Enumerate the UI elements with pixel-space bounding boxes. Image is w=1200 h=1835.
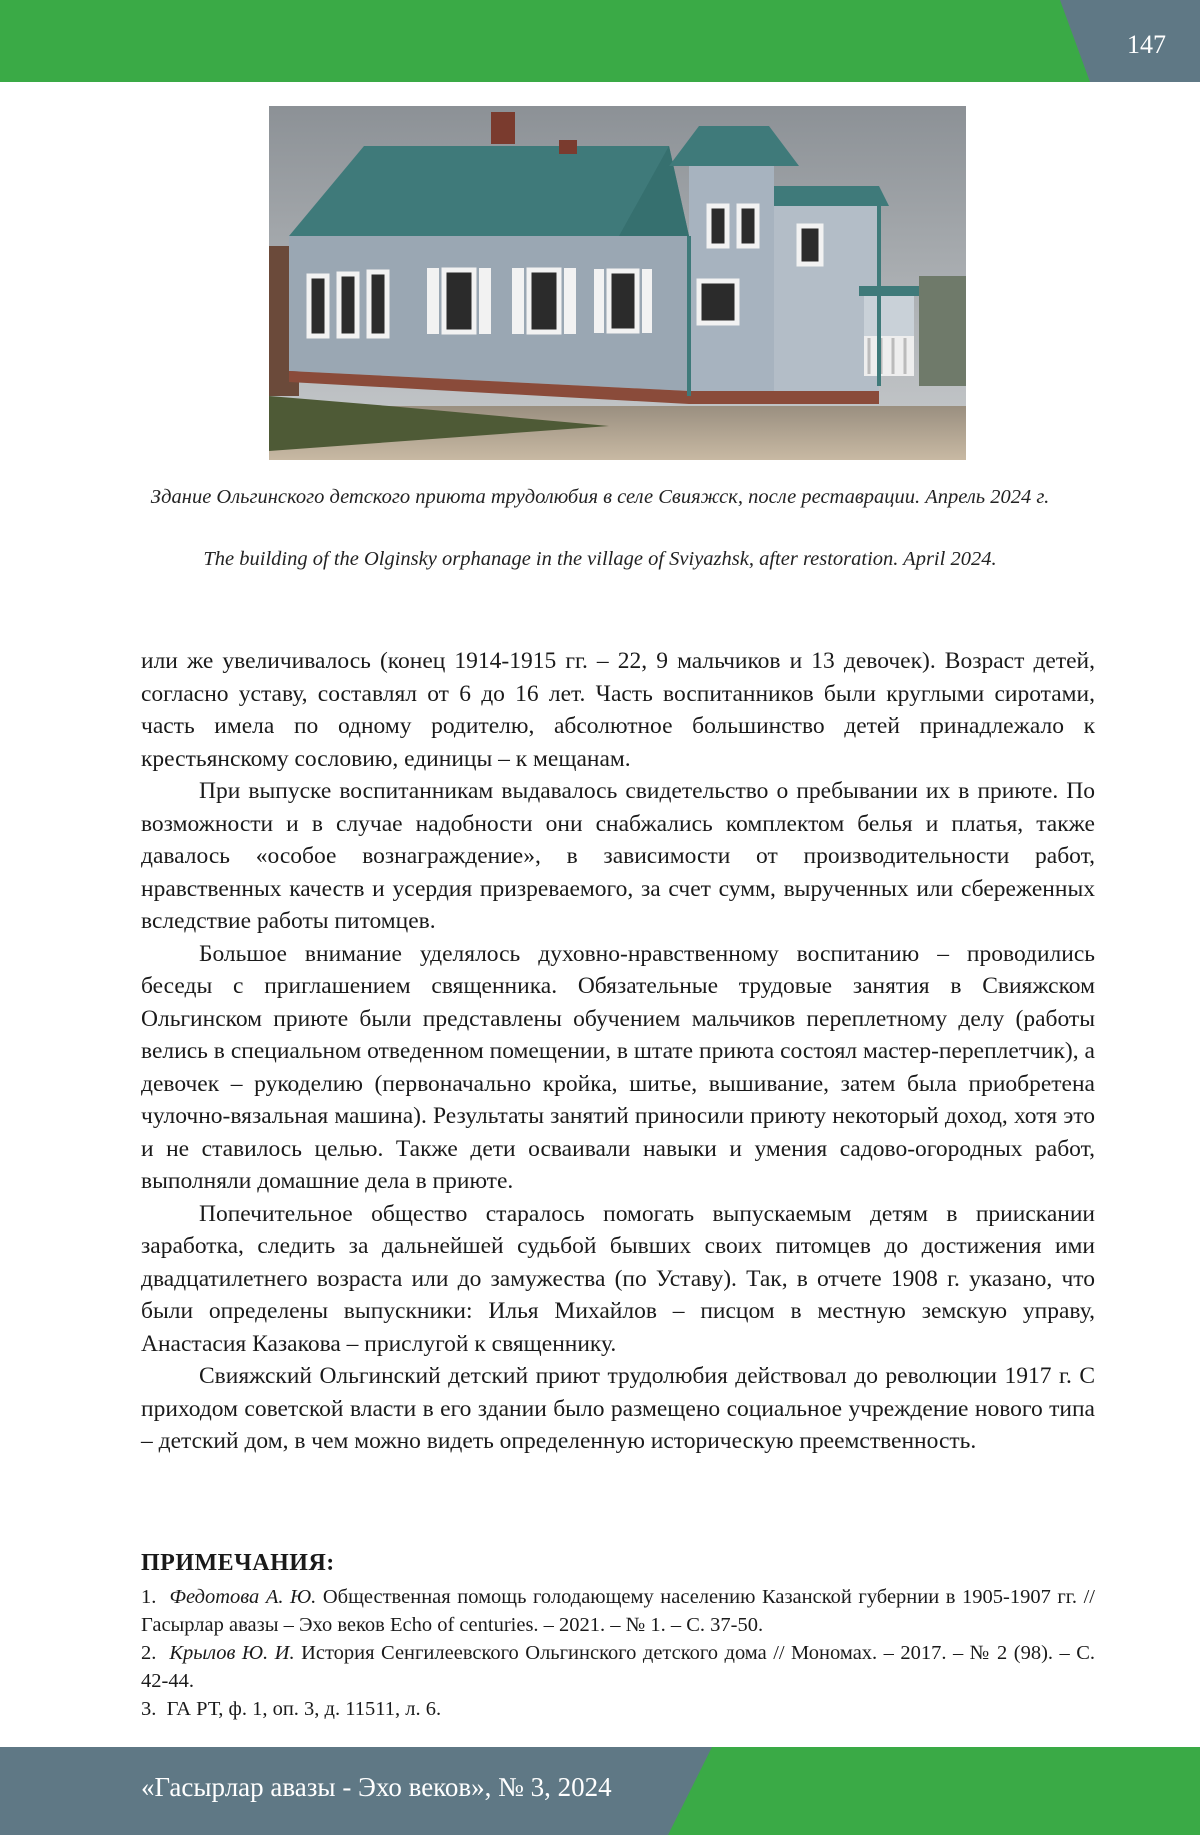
note-number: 1.	[141, 1586, 156, 1608]
note-author: Федотова А. Ю.	[170, 1586, 317, 1608]
article-paragraph: или же увеличивалось (конец 1914-1915 гг. – 22, 9 мальчиков и 13 девочек). Возраст детей, согласно уставу, составлял от 6 до 16 лет. Часть воспитанников были круглыми сиротами, часть имела по одному родителю, абсолютное большинство детей принадлежало к крестьянскому сословию, единицы – к мещанам.	[141, 645, 1095, 775]
notes-list	[141, 1583, 1095, 1723]
note-item	[141, 1695, 1095, 1723]
note-number: 3.	[141, 1698, 156, 1720]
article-body	[141, 645, 1095, 1458]
figure-caption-ru: Здание Ольгинского детского приюта трудолюбия в селе Свияжск, после реставрации. Апрель 2024 г.	[120, 484, 1080, 510]
article-paragraph: Свияжский Ольгинский детский приют трудолюбия действовал до революции 1917 г. С приходом советской власти в его здании было размещено социальное учреждение нового типа – детский дом, в чем можно видеть определенную историческую преемственность.	[141, 1360, 1095, 1458]
note-item	[141, 1639, 1095, 1695]
building-photo	[269, 106, 966, 460]
notes-heading: ПРИМЕЧАНИЯ:	[141, 1550, 335, 1577]
note-text: Общественная помощь голодающему населению Казанской губернии в 1905-1907 гг. // Гасырлар авазы – Эхо веков Echo of centuries. – 2021. – № 1. – С. 37-50.	[141, 1586, 1095, 1636]
article-paragraph: Попечительное общество старалось помогать выпускаемым детям в приискании заработка, следить за дальнейшей судьбой бывших своих питомцев до достижения ими двадцатилетнего возраста или до замужества (по Уставу). Так, в отчете 1908 г. указано, что были определены выпускники: Илья Михайлов – писцом в местную земскую управу, Анастасия Казакова – прислугой к священнику.	[141, 1198, 1095, 1361]
page-number: 147	[1127, 30, 1166, 60]
header-band	[0, 0, 1200, 82]
article-paragraph: Большое внимание уделялось духовно-нравственному воспитанию – проводились беседы с приглашением священника. Обязательные трудовые занятия в Свияжском Ольгинском приюте были представлены обучением мальчиков переплетному делу (работы велись в специальном отведенном помещении, в штате приюта состоял мастер-переплетчик), а девочек – рукоделию (первоначально кройка, шитье, вышивание, затем была приобретена чулочно-вязальная машина). Результаты занятий приносили приюту некоторый доход, хотя это и не ставилось целью. Также дети осваивали навыки и умения садово-огородных работ, выполняли домашние дела в приюте.	[141, 938, 1095, 1198]
note-number: 2.	[141, 1642, 156, 1664]
note-text: ГА РТ, ф. 1, оп. 3, д. 11511, л. 6.	[167, 1698, 441, 1720]
note-text: История Сенгилеевского Ольгинского детского дома // Мономах. – 2017. – № 2 (98). – С. 42-44.	[141, 1642, 1095, 1692]
note-item	[141, 1583, 1095, 1639]
article-paragraph: При выпуске воспитанникам выдавалось свидетельство о пребывании их в приюте. По возможности и в случае надобности они снабжались комплектом белья и платья, также давалось «особое вознаграждение», в зависимости от производительности работ, нравственных качеств и усердия призреваемого, за счет сумм, вырученных или сбереженных вследствие работы питомцев.	[141, 775, 1095, 938]
journal-title: «Гасырлар авазы - Эхо веков», № 3, 2024	[141, 1772, 612, 1803]
note-author: Крылов Ю. И.	[169, 1642, 294, 1664]
figure-caption-en: The building of the Olginsky orphanage in the village of Sviyazhsk, after restoration. April 2024.	[120, 546, 1080, 572]
